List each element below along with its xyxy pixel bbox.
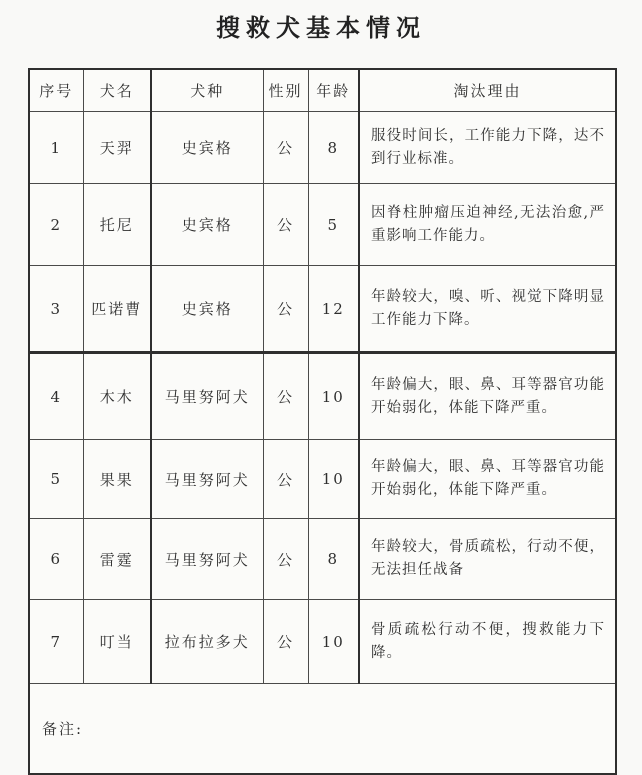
table-row [29, 112, 616, 184]
cell-breed: 史宾格 [151, 184, 263, 266]
cell-serial-number: 5 [29, 440, 83, 519]
table-row [29, 440, 616, 519]
cell-sex: 公 [263, 353, 308, 440]
cell-elimination-reason: 骨质疏松行动不便，搜救能力下降。 [359, 600, 616, 684]
cell-dog-name: 匹诺曹 [83, 266, 151, 353]
table-row [29, 353, 616, 440]
cell-elimination-reason: 年龄较大，嗅、听、视觉下降明显工作能力下降。 [359, 266, 616, 353]
cell-age: 12 [308, 266, 359, 353]
header-elimination-reason: 淘汰理由 [359, 69, 616, 112]
cell-breed: 拉布拉多犬 [151, 600, 263, 684]
cell-dog-name: 果果 [83, 440, 151, 519]
dog-info-table [28, 68, 617, 775]
cell-elimination-reason: 年龄偏大，眼、鼻、耳等器官功能开始弱化，体能下降严重。 [359, 353, 616, 440]
cell-breed: 史宾格 [151, 112, 263, 184]
remarks-label: 备注: [29, 684, 616, 775]
table-row [29, 600, 616, 684]
table-row [29, 266, 616, 353]
cell-breed: 马里努阿犬 [151, 440, 263, 519]
cell-dog-name: 天羿 [83, 112, 151, 184]
cell-sex: 公 [263, 519, 308, 600]
cell-dog-name: 雷霆 [83, 519, 151, 600]
cell-serial-number: 2 [29, 184, 83, 266]
cell-age: 10 [308, 353, 359, 440]
header-serial-number: 序号 [29, 69, 83, 112]
cell-dog-name: 叮当 [83, 600, 151, 684]
cell-breed: 史宾格 [151, 266, 263, 353]
cell-serial-number: 6 [29, 519, 83, 600]
cell-elimination-reason: 年龄偏大，眼、鼻、耳等器官功能开始弱化，体能下降严重。 [359, 440, 616, 519]
header-sex: 性别 [263, 69, 308, 112]
cell-serial-number: 4 [29, 353, 83, 440]
cell-serial-number: 3 [29, 266, 83, 353]
cell-breed: 马里努阿犬 [151, 353, 263, 440]
header-breed: 犬种 [151, 69, 263, 112]
remarks-row [29, 684, 616, 775]
table-row [29, 184, 616, 266]
header-age: 年龄 [308, 69, 359, 112]
cell-serial-number: 7 [29, 600, 83, 684]
cell-sex: 公 [263, 600, 308, 684]
cell-serial-number: 1 [29, 112, 83, 184]
cell-age: 10 [308, 440, 359, 519]
cell-elimination-reason: 年龄较大，骨质疏松，行动不便，无法担任战备 [359, 519, 616, 600]
cell-sex: 公 [263, 266, 308, 353]
cell-dog-name: 木木 [83, 353, 151, 440]
cell-age: 8 [308, 112, 359, 184]
cell-breed: 马里努阿犬 [151, 519, 263, 600]
cell-age: 5 [308, 184, 359, 266]
cell-age: 10 [308, 600, 359, 684]
cell-elimination-reason: 服役时间长，工作能力下降，达不到行业标准。 [359, 112, 616, 184]
table-header-row [29, 69, 616, 112]
cell-age: 8 [308, 519, 359, 600]
header-dog-name: 犬名 [83, 69, 151, 112]
cell-sex: 公 [263, 112, 308, 184]
cell-sex: 公 [263, 440, 308, 519]
cell-dog-name: 托尼 [83, 184, 151, 266]
table-row [29, 519, 616, 600]
page-title: 搜救犬基本情况 [216, 13, 426, 42]
cell-elimination-reason: 因脊柱肿瘤压迫神经,无法治愈,严重影响工作能力。 [359, 184, 616, 266]
cell-sex: 公 [263, 184, 308, 266]
